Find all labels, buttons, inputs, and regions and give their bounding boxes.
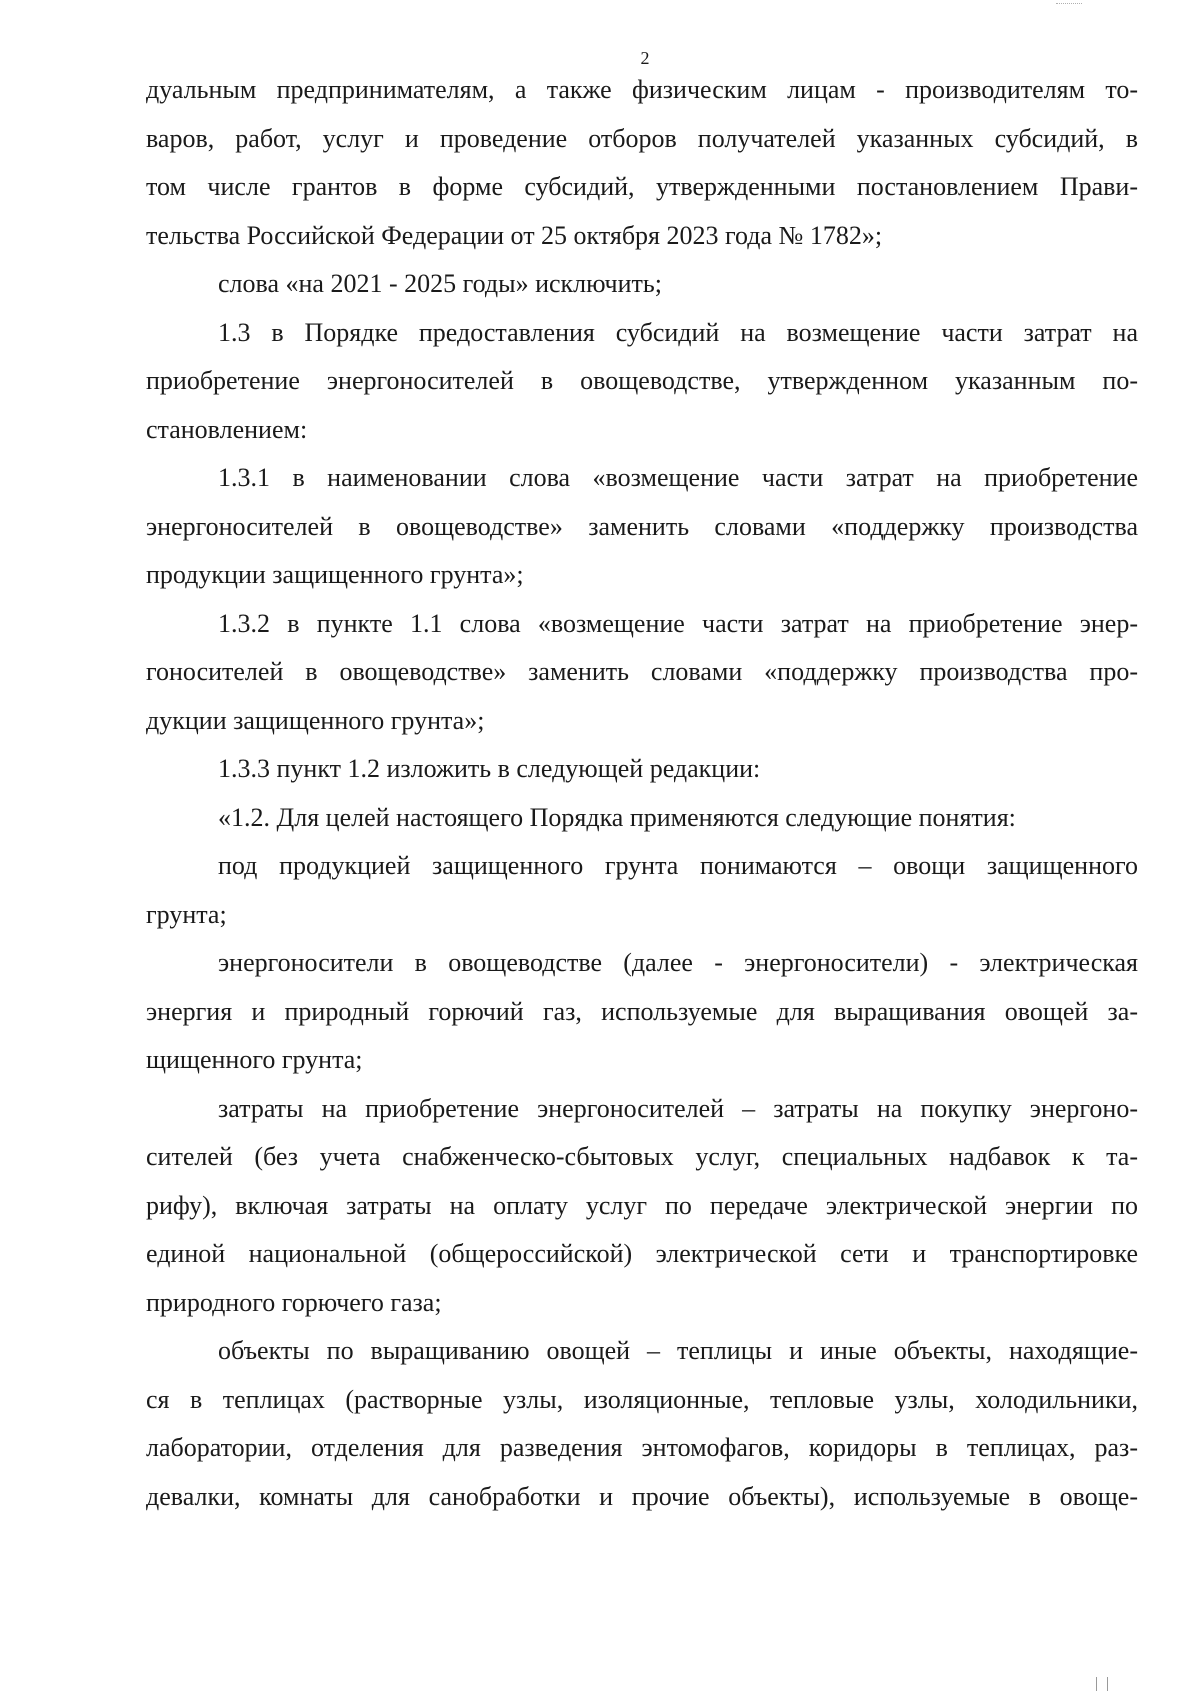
- page-number: 2: [640, 48, 650, 68]
- text-line: рифу), включая затраты на оплату услуг по передаче электрической энергии по: [146, 1190, 1138, 1220]
- text-line: природного горючего газа;: [146, 1287, 442, 1317]
- text-line: варов, работ, услуг и проведение отборов получателей указанных субсидий, в: [146, 123, 1138, 153]
- text-line: становлением:: [146, 414, 308, 444]
- text-line: том числе грантов в форме субсидий, утвержденными постановлением Прави-: [146, 172, 1138, 201]
- text-line: под продукцией защищенного грунта понимаются – овощи защищенного: [218, 851, 1138, 880]
- text-line: единой национальной (общероссийской) электрической сети и транспортировке: [146, 1239, 1138, 1268]
- text-line: затраты на приобретение энергоносителей – затраты на покупку энергоно-: [218, 1093, 1138, 1123]
- text-line: дукции защищенного грунта»;: [146, 705, 485, 735]
- text-line: лаборатории, отделения для разведения энтомофагов, коридоры в теплицах, раз-: [146, 1433, 1138, 1462]
- text-line: продукции защищенного грунта»;: [146, 560, 524, 589]
- text-line: сителей (без учета снабженческо-сбытовых услуг, специальных надбавок к та-: [146, 1142, 1138, 1171]
- text-line: 1.3.1 в наименовании слова «возмещение части затрат на приобретение: [218, 463, 1138, 492]
- text-line: тельства Российской Федерации от 25 октября 2023 года № 1782»;: [146, 220, 883, 250]
- text-line: энергоносители в овощеводстве (далее - энергоносители) - электрическая: [218, 948, 1138, 977]
- text-line: 1.3 в Порядке предоставления субсидий на возмещение части затрат на: [218, 317, 1138, 347]
- text-line: ся в теплицах (растворные узлы, изоляционные, тепловые узлы, холодильники,: [146, 1384, 1138, 1414]
- text-line: слова «на 2021 - 2025 годы» исключить;: [218, 269, 662, 298]
- text-line: 1.3.3 пункт 1.2 изложить в следующей редакции:: [218, 754, 761, 783]
- text-line: гоносителей в овощеводстве» заменить словами «поддержку производства про-: [146, 657, 1138, 686]
- document-body: [146, 66, 1138, 1521]
- text-line: приобретение энергоносителей в овощеводстве, утвержденном указанным по-: [146, 366, 1138, 395]
- scan-artifact-top: [1056, 0, 1082, 4]
- scan-artifact-bottom: [1096, 1677, 1108, 1691]
- text-line: «1.2. Для целей настоящего Порядка применяются следующие понятия:: [218, 802, 1016, 832]
- text-line: энергоносителей в овощеводстве» заменить словами «поддержку производства: [146, 511, 1138, 541]
- text-line: 1.3.2 в пункте 1.1 слова «возмещение части затрат на приобретение энер-: [218, 608, 1138, 638]
- text-line: грунта;: [146, 899, 227, 929]
- text-line: дуальным предпринимателям, а также физическим лицам - производителям то-: [146, 75, 1138, 104]
- text-line: девалки, комнаты для санобработки и прочие объекты), используемые в овоще-: [146, 1481, 1138, 1511]
- text-line: энергия и природный горючий газ, используемые для выращивания овощей за-: [146, 996, 1138, 1026]
- text-line: щищенного грунта;: [146, 1045, 363, 1074]
- text-line: объекты по выращиванию овощей – теплицы и иные объекты, находящие-: [218, 1336, 1138, 1365]
